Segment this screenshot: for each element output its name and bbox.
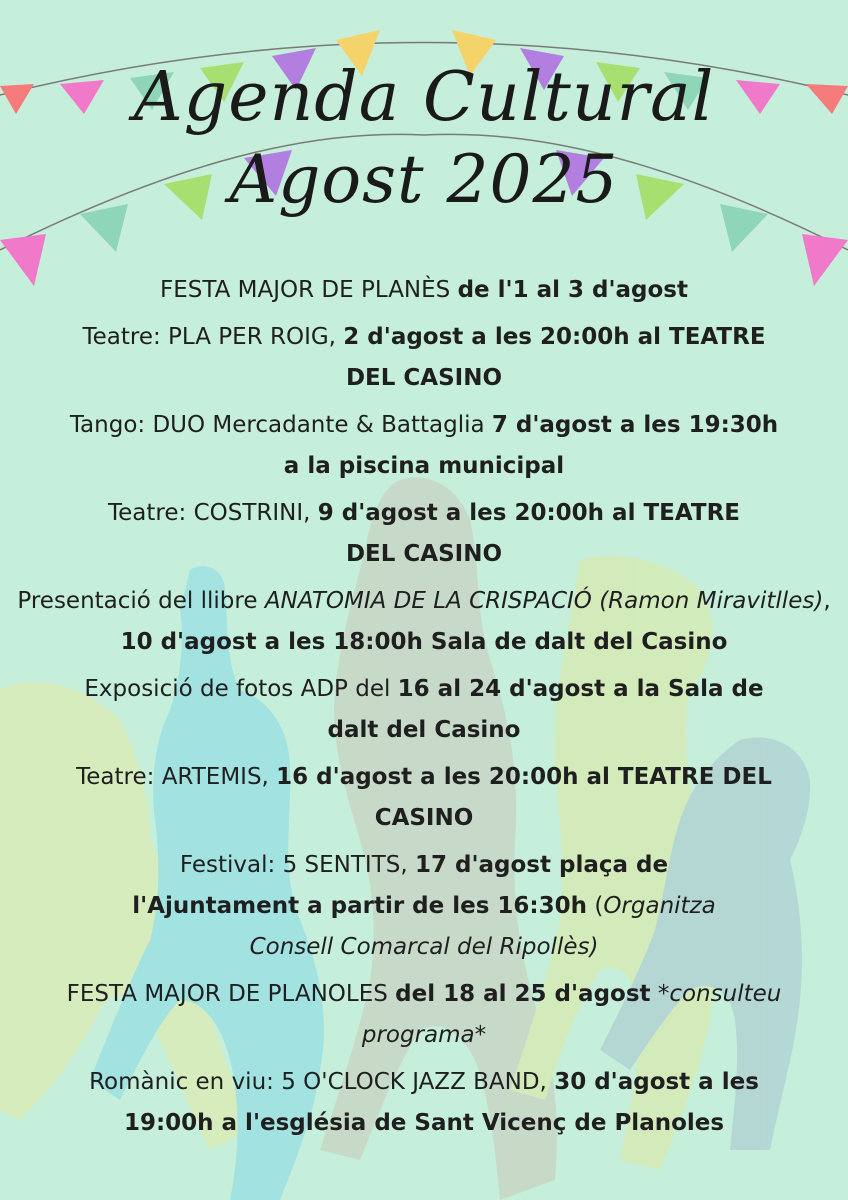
event-item <box>0 581 848 663</box>
event-text-normal: Teatre: ARTEMIS, <box>76 764 277 790</box>
event-text-normal: FESTA MAJOR DE PLANÈS <box>160 277 458 303</box>
poster-subtitle: Agost 2025 <box>229 141 619 218</box>
event-text-bold: 9 d'agost a les 20:00h al TEATRE DEL CASINO <box>317 500 740 567</box>
event-item <box>64 669 784 751</box>
event-text-normal: Teatre: PLA PER ROIG, <box>82 324 344 350</box>
event-text-normal: Festival: 5 SENTITS, <box>179 852 415 878</box>
event-text-italic: ANATOMIA DE LA CRISPACIÓ (Ramon Miravitlles) <box>264 588 824 614</box>
event-text-normal: FESTA MAJOR DE PLANOLES <box>66 981 396 1007</box>
event-item <box>64 1062 784 1144</box>
event-item <box>74 317 774 399</box>
event-item <box>64 974 784 1056</box>
event-text-bold: 16 al 24 d'agost a la Sala de dalt del Casino <box>327 676 764 743</box>
poster-title: Agenda Cultural <box>133 58 715 137</box>
event-text-bold: de l'1 al 3 d'agost <box>457 277 688 303</box>
event-text-bold: 2 d'agost a les 20:00h al TEATRE DEL CASINO <box>343 324 766 391</box>
event-text-bold: 7 d'agost a les 19:30h a la piscina municipal <box>283 412 779 479</box>
event-text-normal: ( <box>587 893 604 919</box>
event-text-bold: 30 d'agost a les 19:00h a l'església de Sant Vicenç de Planoles <box>123 1069 759 1136</box>
event-item <box>64 405 784 487</box>
event-text-italic: Organitza Consell Comarcal del Ripollès) <box>249 893 716 960</box>
event-text-bold: 16 d'agost a les 20:00h al TEATRE DEL CASINO <box>276 764 772 831</box>
event-text-normal: Romànic en viu: 5 O'CLOCK JAZZ BAND, <box>89 1069 555 1095</box>
event-text-normal: Teatre: COSTRINI, <box>108 500 318 526</box>
event-text-normal: Exposició de fotos ADP del <box>84 676 398 702</box>
event-text-normal: , <box>823 588 831 614</box>
event-item <box>74 757 774 839</box>
event-text-normal: Presentació del llibre <box>17 588 265 614</box>
event-text-normal: Tango: DUO Mercadante & Battaglia <box>69 412 492 438</box>
event-text-italic: *consulteu programa* <box>361 981 782 1048</box>
event-text-bold: del 18 al 25 d'agost <box>395 981 651 1007</box>
event-item <box>44 270 804 311</box>
event-text-bold: 17 d'agost plaça de l'Ajuntament a partir de les 16:30h <box>132 852 669 919</box>
event-text-bold: 10 d'agost a les 18:00h Sala de dalt del Casino <box>120 629 728 655</box>
event-item <box>124 845 724 968</box>
event-list <box>0 270 848 1150</box>
event-item <box>104 493 744 575</box>
event-text-normal <box>651 981 658 1007</box>
